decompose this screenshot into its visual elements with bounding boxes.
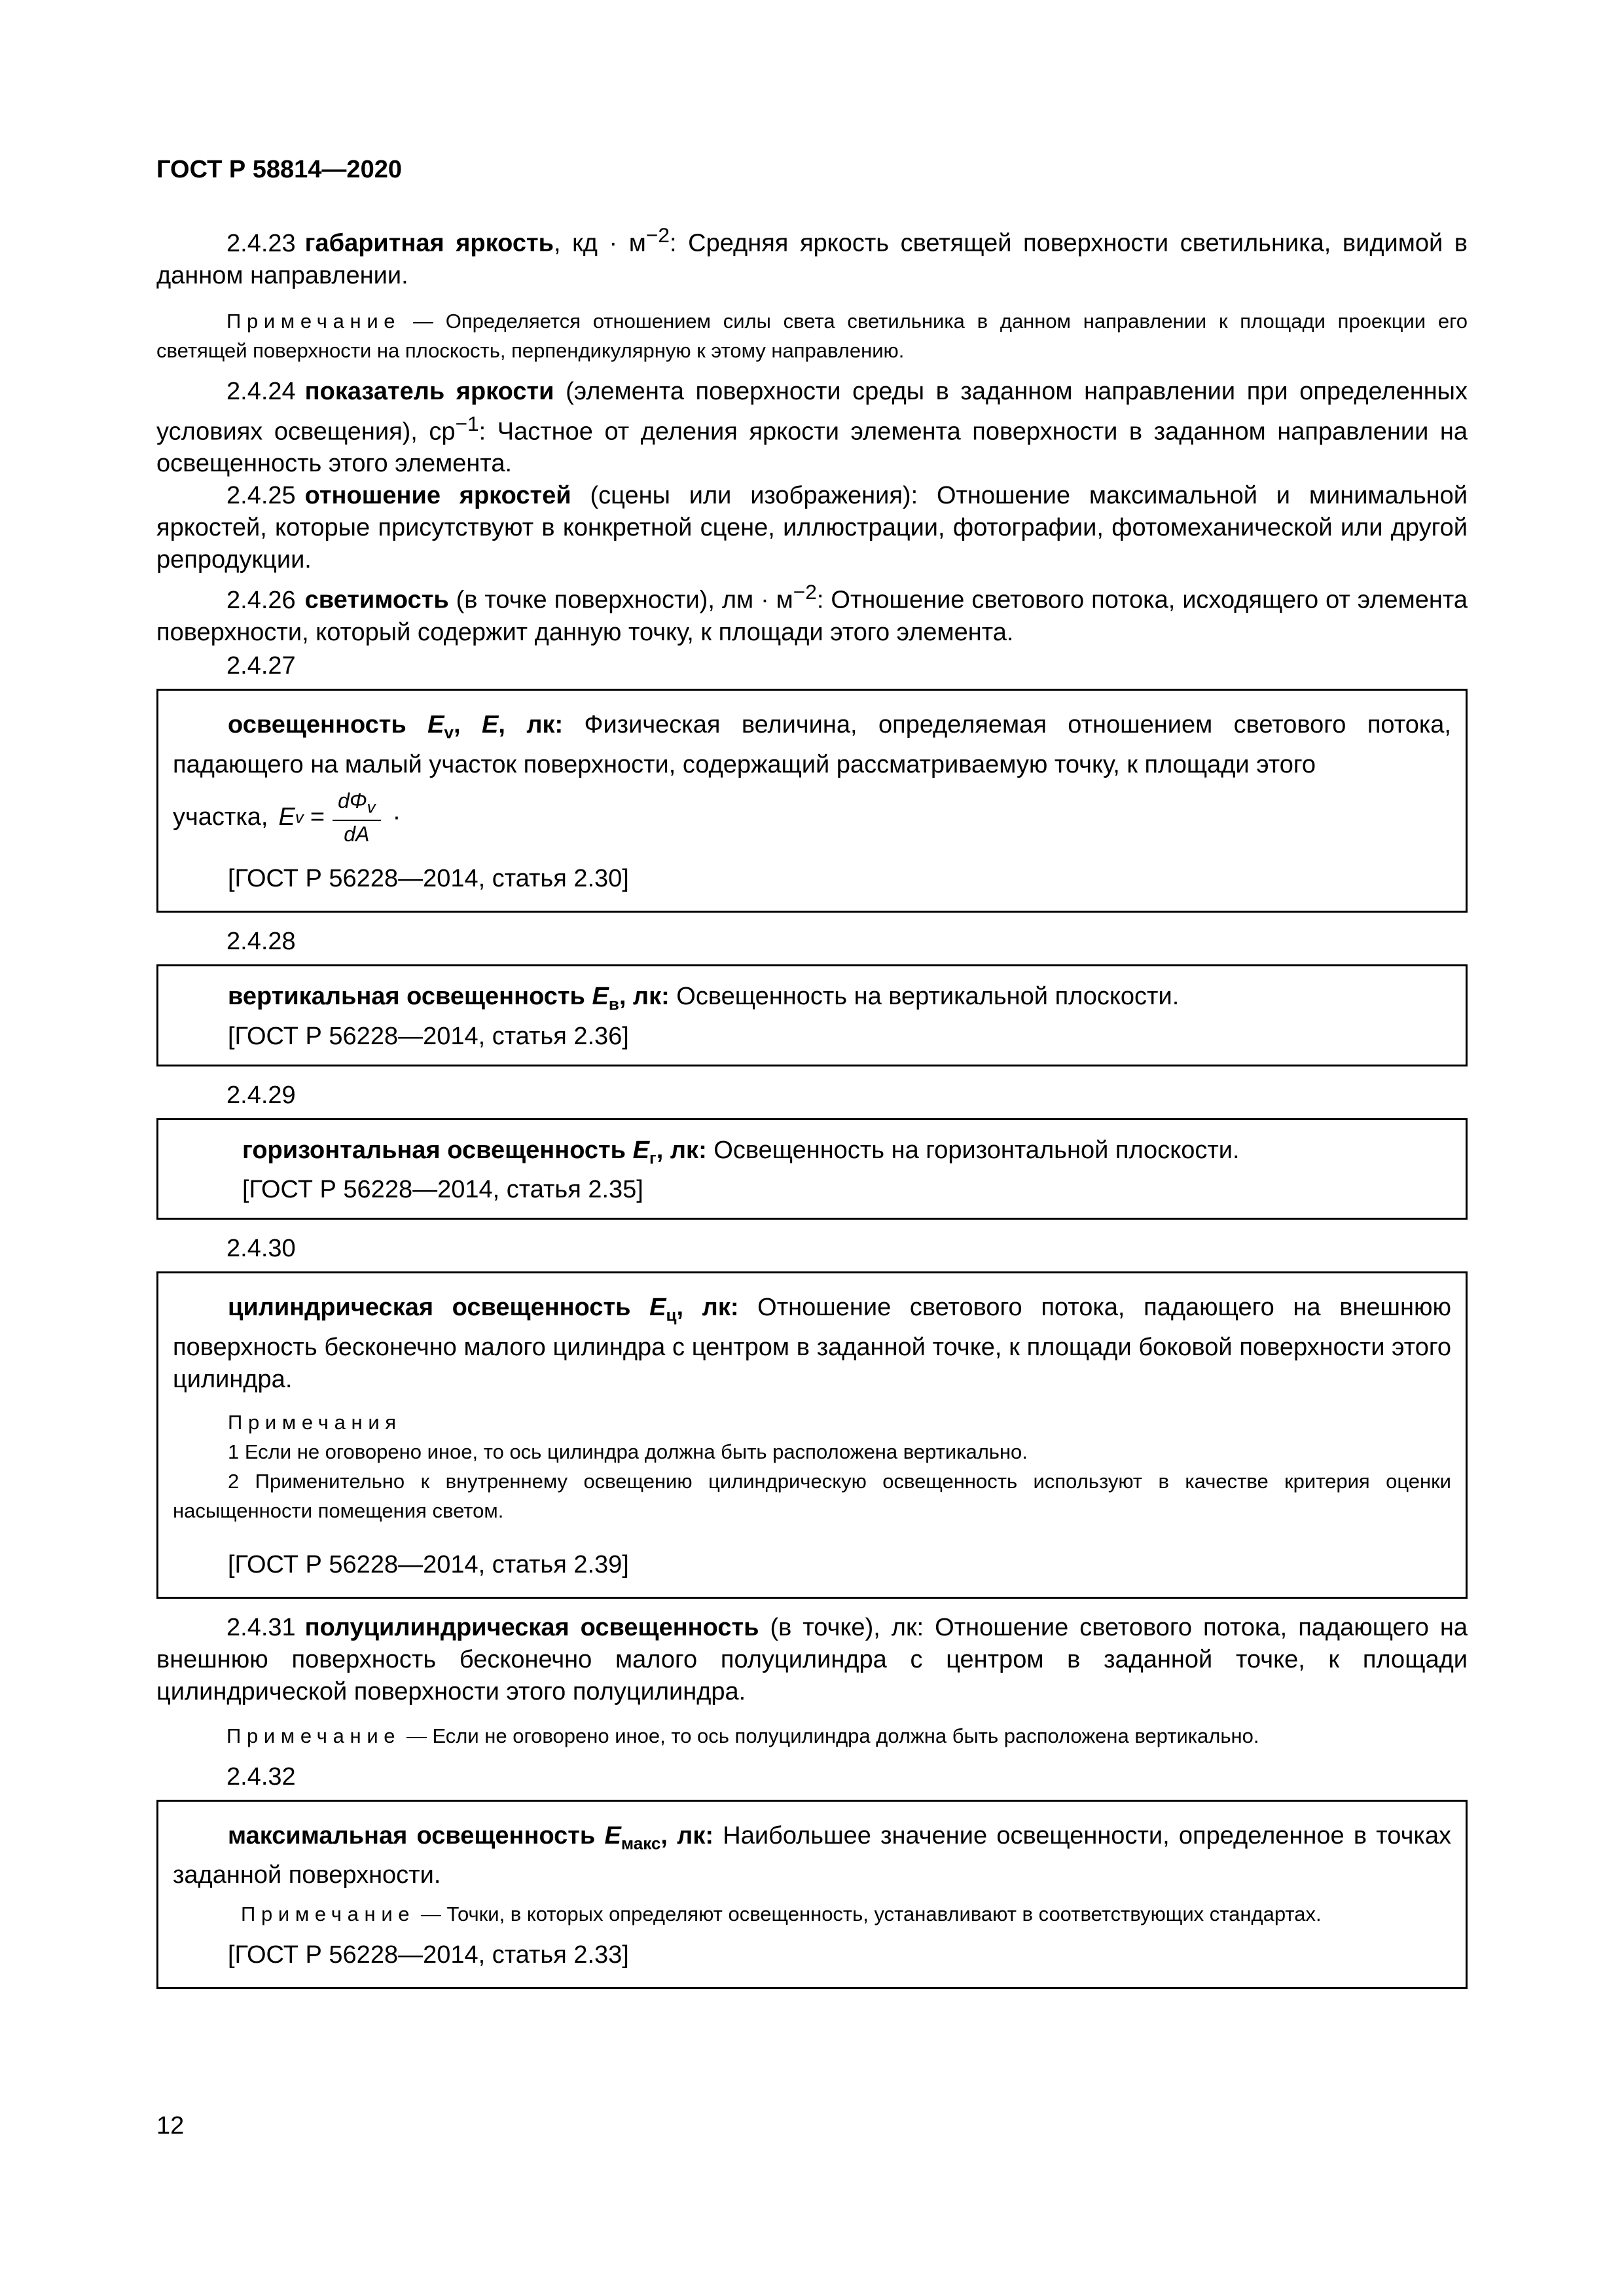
term: горизонтальная освещенность $E_г$, лк: [242,1136,707,1168]
notes-heading: Примечания [228,1410,402,1434]
fraction-denominator: dA [344,822,370,846]
term: габаритная яркость [304,229,554,257]
note-2: 2 Применительно к внутреннему освещению цилиндрическую освещенность используют в качестве критерия оценки насыщенности помещения светом. [173,1469,1451,1522]
definition-paragraph [187,1135,1451,1175]
note-1: 1 Если не оговорено иное, то ось цилиндра должна быть расположена вертикально. [228,1440,1028,1463]
definition-paragraph [173,981,1451,1021]
note-label: Примечание [241,1903,416,1926]
clause-number: 2.4.25 [226,482,296,510]
clause-number-2-4-29: 2.4.29 [226,1081,296,1109]
note-2-4-23 [156,306,1468,365]
definition: Освещенность на горизонтальной плоскости. [706,1136,1240,1164]
clause-number: 2.4.31 [226,1613,296,1641]
symbol: E [427,710,444,738]
term-box-2-4-28 [156,964,1468,1066]
definition: (сцены или изображения): Отношение максимальной и минимальной яркостей, которые присутствуют в конкретной сцене, иллюстрации, фотографии, фотомеханической или другой репродукции. [156,482,1468,574]
page-number: 12 [156,2112,185,2140]
term-box-2-4-30 [156,1271,1468,1599]
clause-number-2-4-32: 2.4.32 [226,1762,296,1791]
definition: (в точке), лк: Отношение светового потока, падающего на внешнюю поверхность бесконечно малого полуцилиндра с центром в заданной точке, к площади цилиндрической поверхности этого полуцилиндра. [156,1613,1468,1705]
symbol-subscript: г [649,1148,657,1168]
symbol: E [649,1294,666,1322]
term: полуцилиндрическая освещенность [304,1613,759,1641]
symbol: E [592,982,609,1010]
definition-part-b: : Частное от деления яркости элемента поверхности в заданном направлении на освещенность этого элемента. [156,418,1468,478]
definition-paragraph [173,1292,1451,1396]
symbol-alt: E [481,710,499,738]
clause-2-4-31 [156,1612,1468,1708]
note-label: Примечание [226,1724,401,1747]
note-text: — Точки, в которых определяют освещенность, устанавливают в соответствующих стандартах. [415,1903,1322,1926]
term: освещенность $E_v$, E, лк: [228,710,564,742]
unit: , кд · м [553,229,646,257]
definition-part-a: (в точке поверхности), лм · м [448,586,793,614]
clause-number-2-4-27: 2.4.27 [226,651,296,680]
symbol-subscript: v [444,722,454,742]
definition: Отношение светового потока, падающего на внешнюю поверхность бесконечно малого цилиндра с центром в заданной точке, к площади боковой поверхности этого цилиндра. [173,1294,1452,1393]
term-box-2-4-27 [156,689,1468,913]
term: вертикальная освещенность $E_в$, лк: [228,982,670,1014]
fraction-numerator: $d\Phi_v$ [333,788,381,821]
note-label: Примечание [226,309,401,333]
source-reference: [ГОСТ Р 56228—2014, статья 2.35] [242,1176,643,1204]
definition: : Средняя яркость светящей поверхности светильника, видимой в данном направлении. [156,229,1468,289]
source-reference: [ГОСТ Р 56228—2014, статья 2.39] [228,1550,629,1578]
term: цилиндрическая освещенность $E_ц$, лк: [228,1294,739,1325]
term: светимость [304,586,449,614]
symbol-subscript: ц [666,1305,677,1325]
definition: Освещенность на вертикальной плоскости. [669,982,1180,1010]
source-reference: [ГОСТ Р 56228—2014, статья 2.36] [228,1022,629,1050]
definition-paragraph [173,1820,1451,1892]
clause-number-2-4-28: 2.4.28 [226,927,296,955]
formula-row [173,788,1451,847]
note-text: — Если не оговорено иное, то ось полуцилиндра должна быть расположена вертикально. [401,1724,1259,1747]
document-header: ГОСТ Р 58814—2020 [156,156,402,183]
clause-2-4-23 [156,219,1468,292]
unit-exponent: −2 [645,223,670,247]
definition-paragraph [173,709,1451,781]
symbol: E [604,1821,621,1850]
symbol: E [632,1136,649,1164]
symbol-subscript: в [608,994,619,1014]
term-box-2-4-32 [156,1800,1468,1990]
term: отношение яркостей [304,482,571,510]
clause-number: 2.4.26 [226,586,296,614]
clause-number: 2.4.23 [226,229,296,257]
symbol-subscript: макс [621,1833,661,1853]
clause-2-4-24 [156,376,1468,481]
unit-exponent: −1 [455,411,479,435]
box-note [173,1899,1451,1929]
term-box-2-4-29 [156,1118,1468,1220]
clause-2-4-25 [156,480,1468,576]
clause-number: 2.4.24 [226,377,296,405]
fraction [333,788,381,847]
formula-lead: участка, [173,803,268,831]
clause-2-4-26 [156,576,1468,649]
definition: Наибольшее значение освещенности, определенное в точках заданной поверхности. [173,1821,1451,1889]
unit-exponent: −2 [793,580,817,604]
clause-number-2-4-30: 2.4.30 [226,1235,296,1263]
definition-part-b: : Отношение светового потока, исходящего от элемента поверхности, который содержит данную точку, к площади этого элемента. [156,586,1468,646]
term: показатель яркости [304,377,554,405]
document-body [156,219,1468,2002]
source-reference: [ГОСТ Р 56228—2014, статья 2.33] [228,1941,629,1969]
source-reference: [ГОСТ Р 56228—2014, статья 2.30] [228,864,629,892]
formula: E v = $\frac{d\Phi_v}{dA}$ · [278,788,401,846]
note-2-4-31 [156,1721,1468,1751]
definition: Физическая величина, определяемая отношением светового потока, падающего на малый участок поверхности, содержащий рассматриваемую точку, к площади этого [173,710,1451,778]
note-text: — Определяется отношением силы света светильника в данном направлении к площади проекции его светящей поверхности на плоскость, перпендикулярную к этому направлению. [156,309,1468,362]
term: максимальная освещенность $E_{макс}$, лк: [228,1821,713,1853]
definition-part-a: (элемента поверхности среды в заданном направлении при определенных условиях освещения), ср [156,377,1468,446]
